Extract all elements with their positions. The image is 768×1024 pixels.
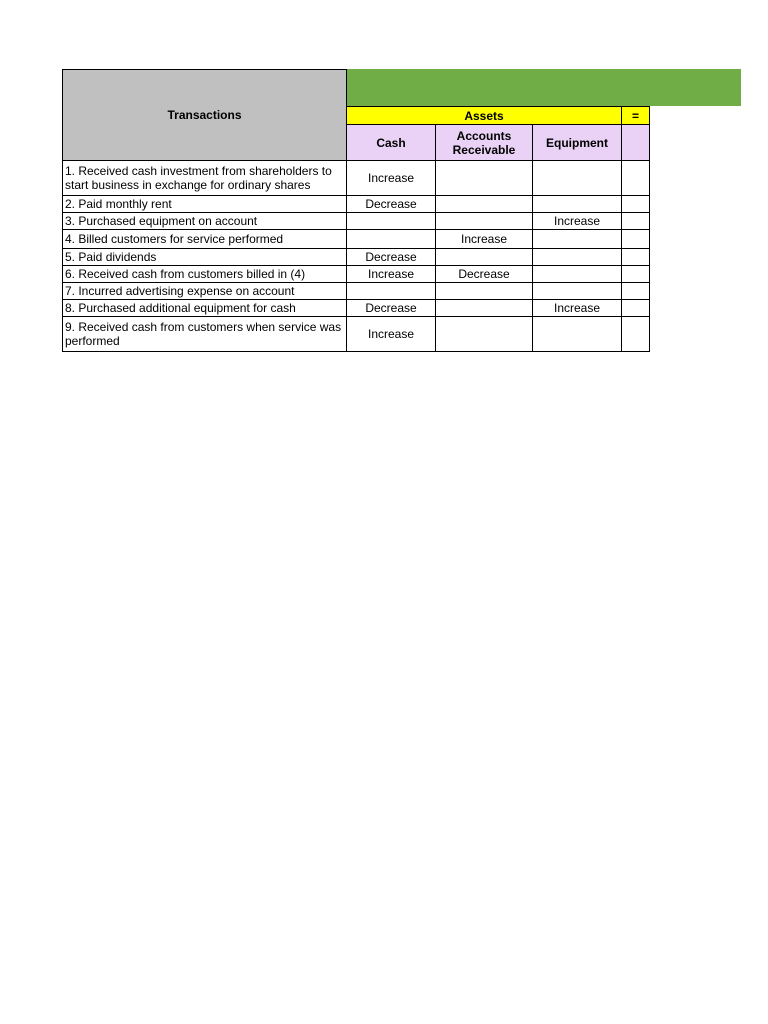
transaction-description: 3. Purchased equipment on account: [63, 213, 347, 230]
table-row: [63, 249, 650, 266]
transactions-table: [62, 69, 650, 352]
table-row: [63, 161, 650, 196]
cash-cell: Decrease: [347, 196, 436, 213]
ar-cell: Increase: [436, 230, 533, 249]
blank-column-header: [622, 125, 650, 161]
equipment-cell: Increase: [533, 300, 622, 317]
extra-cell: [622, 266, 650, 283]
table-row: [63, 213, 650, 230]
transaction-description: 2. Paid monthly rent: [63, 196, 347, 213]
table-row: [63, 283, 650, 300]
equipment-cell: [533, 317, 622, 352]
table-row: [63, 230, 650, 249]
ar-cell: [436, 213, 533, 230]
equipment-cell: [533, 266, 622, 283]
accounts-receivable-column-header: Accounts Receivable: [436, 125, 533, 161]
ar-cell: [436, 249, 533, 266]
equipment-cell: [533, 283, 622, 300]
ar-cell: Decrease: [436, 266, 533, 283]
table-row: [63, 266, 650, 283]
extra-cell: [622, 161, 650, 196]
cash-cell: [347, 213, 436, 230]
equipment-cell: [533, 161, 622, 196]
ar-cell: [436, 196, 533, 213]
extra-cell: [622, 249, 650, 266]
extra-cell: [622, 196, 650, 213]
equipment-cell: [533, 230, 622, 249]
cash-cell: Increase: [347, 161, 436, 196]
equals-sign: =: [622, 107, 650, 125]
transactions-header: Transactions: [63, 70, 347, 161]
assets-header: Assets: [347, 107, 622, 125]
transaction-description: 7. Incurred advertising expense on account: [63, 283, 347, 300]
equipment-cell: [533, 249, 622, 266]
transaction-description: 6. Received cash from customers billed in (4): [63, 266, 347, 283]
cash-cell: Increase: [347, 317, 436, 352]
equipment-column-header: Equipment: [533, 125, 622, 161]
extra-cell: [622, 213, 650, 230]
ar-cell: [436, 300, 533, 317]
cash-cell: Decrease: [347, 249, 436, 266]
equipment-cell: [533, 196, 622, 213]
table-row: [63, 317, 650, 352]
cash-cell: Decrease: [347, 300, 436, 317]
cash-cell: [347, 283, 436, 300]
transaction-description: 9. Received cash from customers when service was performed: [63, 317, 347, 352]
transaction-description: 5. Paid dividends: [63, 249, 347, 266]
cash-cell: [347, 230, 436, 249]
cash-cell: Increase: [347, 266, 436, 283]
table-row: [63, 196, 650, 213]
ar-cell: [436, 161, 533, 196]
equipment-cell: Increase: [533, 213, 622, 230]
title-banner-cell: [347, 70, 650, 107]
extra-cell: [622, 230, 650, 249]
table-row: [63, 300, 650, 317]
extra-cell: [622, 300, 650, 317]
cash-column-header: Cash: [347, 125, 436, 161]
transaction-description: 4. Billed customers for service performed: [63, 230, 347, 249]
transaction-description: 1. Received cash investment from shareholders to start business in exchange for ordinary shares: [63, 161, 347, 196]
extra-cell: [622, 317, 650, 352]
transaction-description: 8. Purchased additional equipment for cash: [63, 300, 347, 317]
ar-cell: [436, 283, 533, 300]
ar-cell: [436, 317, 533, 352]
extra-cell: [622, 283, 650, 300]
